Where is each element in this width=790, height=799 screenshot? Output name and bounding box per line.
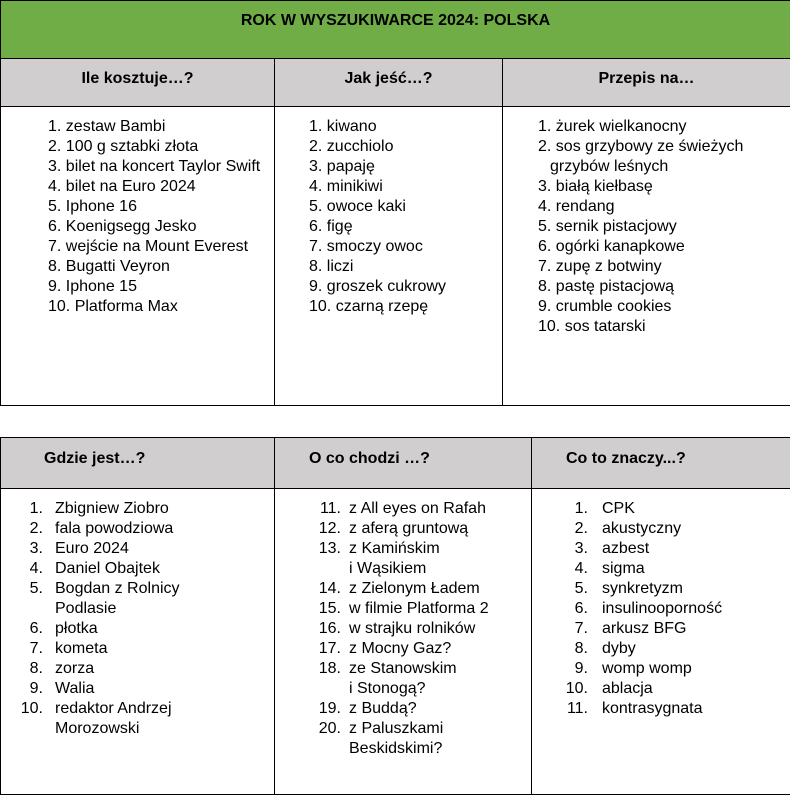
list-item-text [349, 659, 531, 699]
list-item [562, 619, 790, 639]
list-item: 10. czarną rzepę [309, 298, 429, 315]
list-cell-ile-kosztuje [1, 107, 275, 406]
list-item-text [602, 619, 790, 639]
list-item-number: 6. [574, 600, 588, 617]
list-item-number: 6. [29, 620, 43, 637]
list-item-line: kometa [55, 640, 108, 657]
list-item-text [55, 579, 274, 619]
list-item [17, 539, 274, 559]
list-item-line: synkretyzm [602, 580, 683, 597]
list-item: 1. kiwano [309, 118, 377, 135]
list-item: 8. liczi [309, 258, 354, 275]
list-item [562, 659, 790, 679]
list-item-line: z Paluszkami [349, 720, 444, 737]
list-item [313, 519, 531, 539]
list-item-text [602, 679, 790, 699]
list-item-number: 11. [319, 500, 341, 517]
list-item-text [349, 639, 531, 659]
list-item-text [349, 699, 531, 719]
list-item-line: z Mocny Gaz? [349, 640, 452, 657]
list-item-line: i Stonogą? [349, 680, 426, 697]
list-item [562, 519, 790, 539]
list-item-line: Euro 2024 [55, 540, 129, 557]
list-item [313, 719, 531, 759]
list-item [313, 539, 531, 579]
list-item: 2. 100 g sztabki złota [48, 138, 199, 155]
list-item [313, 639, 531, 659]
list-item-line: płotka [55, 620, 98, 637]
list-item-text [349, 619, 531, 639]
list-item-text [349, 539, 531, 579]
list-item: 9. groszek cukrowy [309, 278, 446, 295]
list-item-number: 4. [29, 560, 43, 577]
list-item-line: dyby [602, 640, 636, 657]
list-item [17, 659, 274, 679]
list-co-to-znaczy [532, 499, 790, 719]
list-item-line: z Kamińskim [349, 540, 440, 557]
list-item-line: Daniel Obajtek [55, 560, 160, 577]
list-item-line: sigma [602, 560, 645, 577]
list-item [17, 519, 274, 539]
list-item [313, 699, 531, 719]
list-item [313, 659, 531, 699]
list-item-line: CPK [602, 500, 635, 517]
list-item-text [602, 539, 790, 559]
list-item-line: Zbigniew Ziobro [55, 500, 169, 517]
list-item: 3. bilet na koncert Taylor Swift [48, 158, 261, 175]
list-item: 8. pastę pistacjową [538, 278, 675, 295]
list-item-text [55, 519, 274, 539]
header-ile-kosztuje: Ile kosztuje…? [1, 59, 275, 107]
list-item-number: 19. [318, 700, 341, 717]
list-item-number: 15. [318, 600, 341, 617]
list-item-text [349, 499, 531, 519]
list-item-line: zorza [55, 660, 95, 677]
list-o-co-chodzi [275, 499, 531, 759]
list-ile-kosztuje [1, 117, 274, 317]
list-item-line: z Buddą? [349, 700, 417, 717]
list-item-text [55, 499, 274, 519]
header-co-to-znaczy: Co to znaczy...? [532, 438, 790, 489]
list-item: 1. żurek wielkanocny [538, 118, 687, 135]
list-item [313, 579, 531, 599]
list-cell-przepis-na [503, 107, 790, 406]
list-item-line: w strajku rolników [349, 620, 476, 637]
list-item-line: akustyczny [602, 520, 682, 537]
list-item [17, 699, 274, 739]
list-item: 7. smoczy owoc [309, 238, 423, 255]
list-item-text [349, 719, 531, 759]
list-item-text [349, 599, 531, 619]
list-item-number: 1. [574, 500, 588, 517]
list-item-text [602, 639, 790, 659]
list-item-text [55, 619, 274, 639]
list-item-line: insulinooporność [602, 600, 723, 617]
list-item: 8. Bugatti Veyron [48, 258, 170, 275]
list-item [17, 499, 274, 519]
list-item [17, 619, 274, 639]
list-item-text [602, 579, 790, 599]
search-table-2 [0, 437, 790, 795]
list-item-line: Morozowski [55, 720, 140, 737]
list-cell-jak-jesc [275, 107, 503, 406]
list-item: 5. Iphone 16 [48, 198, 137, 215]
list-item-line: azbest [602, 540, 650, 557]
list-przepis-na [503, 117, 790, 337]
list-item: 6. figę [309, 218, 353, 235]
list-item [562, 699, 790, 719]
list-item-text [55, 659, 274, 679]
list-item: 2. sos grzybowy ze świeżych [538, 138, 744, 155]
list-item-line: redaktor Andrzej [55, 700, 172, 717]
list-item-text [602, 659, 790, 679]
list-item: 4. rendang [538, 198, 615, 215]
list-item-text [55, 639, 274, 659]
list-item-number: 2. [29, 520, 43, 537]
list-item-number: 10. [565, 680, 588, 697]
list-cell-o-co-chodzi [275, 489, 532, 795]
list-item-number: 10. [20, 700, 43, 717]
list-item-line: Podlasie [55, 600, 117, 617]
list-item [17, 559, 274, 579]
list-item [562, 559, 790, 579]
list-item-number: 5. [574, 580, 588, 597]
list-item [562, 639, 790, 659]
list-item-line: z All eyes on Rafah [349, 500, 486, 517]
list-item-number: 13. [318, 540, 341, 557]
list-item: 4. minikiwi [309, 178, 383, 195]
list-jak-jesc [275, 117, 502, 317]
list-item-line: Walia [55, 680, 95, 697]
list-item-line: arkusz BFG [602, 620, 687, 637]
list-item: 10. Platforma Max [48, 298, 178, 315]
list-item-text [602, 599, 790, 619]
list-item-number: 8. [29, 660, 43, 677]
list-item [313, 619, 531, 639]
list-item: 2. zucchiolo [309, 138, 394, 155]
list-item-line: w filmie Platforma 2 [349, 600, 489, 617]
list-item-number: 12. [318, 520, 341, 537]
list-item [562, 579, 790, 599]
list-item: 1. zestaw Bambi [48, 118, 166, 135]
list-item: 9. Iphone 15 [48, 278, 137, 295]
list-item-text [602, 499, 790, 519]
list-item-number: 3. [29, 540, 43, 557]
list-item-line: z aferą gruntową [349, 520, 469, 537]
list-item [562, 599, 790, 619]
list-item-number: 8. [574, 640, 588, 657]
list-item: 9. crumble cookies [538, 298, 672, 315]
list-item [17, 639, 274, 659]
list-item-number: 5. [29, 580, 43, 597]
list-item-line: z Zielonym Ładem [349, 580, 480, 597]
list-item: 4. bilet na Euro 2024 [48, 178, 196, 195]
list-item-text [602, 519, 790, 539]
list-item: 3. białą kiełbasę [538, 178, 653, 195]
list-item-number: 20. [318, 720, 341, 737]
list-item: 7. zupę z botwiny [538, 258, 662, 275]
list-item-line: ze Stanowskim [349, 660, 457, 677]
list-item-line: fala powodziowa [55, 520, 174, 537]
list-item: 6. ogórki kanapkowe [538, 238, 685, 255]
list-item-number: 16. [318, 620, 341, 637]
list-item-line: ablacja [602, 680, 653, 697]
list-item-number: 3. [574, 540, 588, 557]
list-item-number: 1. [29, 500, 43, 517]
list-item [562, 539, 790, 559]
list-item-line: kontrasygnata [602, 700, 703, 717]
page-title: ROK W WYSZUKIWARCE 2024: POLSKA [1, 1, 790, 59]
list-item-text [55, 699, 274, 739]
list-item-line: i Wąsikiem [349, 560, 427, 577]
list-item-line: Beskidskimi? [349, 740, 443, 757]
list-item-number: 9. [574, 660, 588, 677]
list-item [313, 499, 531, 519]
list-item-number: 14. [318, 580, 341, 597]
list-item-text [602, 559, 790, 579]
list-item-text [602, 699, 790, 719]
list-item-text [55, 539, 274, 559]
list-item: 5. sernik pistacjowy [538, 218, 677, 235]
list-item-number: 17. [318, 640, 341, 657]
header-jak-jesc: Jak jeść…? [275, 59, 503, 107]
header-przepis-na: Przepis na… [503, 59, 790, 107]
list-item [313, 599, 531, 619]
list-item-text [55, 559, 274, 579]
list-item-number: 2. [574, 520, 588, 537]
list-item-line: womp womp [602, 660, 692, 677]
list-item: 3. papaję [309, 158, 375, 175]
list-item-number: 7. [29, 640, 43, 657]
list-cell-co-to-znaczy [532, 489, 790, 795]
list-gdzie-jest [1, 499, 274, 739]
list-item [17, 679, 274, 699]
list-item-number: 11. [566, 700, 588, 717]
list-item: 5. owoce kaki [309, 198, 406, 215]
header-o-co-chodzi: O co chodzi …? [275, 438, 532, 489]
list-item-text [349, 579, 531, 599]
list-item: 6. Koenigsegg Jesko [48, 218, 197, 235]
header-gdzie-jest: Gdzie jest…? [1, 438, 275, 489]
list-item-number: 4. [574, 560, 588, 577]
list-item-text [55, 679, 274, 699]
list-item-number: 9. [29, 680, 43, 697]
list-item-line: Bogdan z Rolnicy [55, 580, 180, 597]
list-cell-gdzie-jest [1, 489, 275, 795]
list-item: 10. sos tatarski [538, 318, 646, 335]
list-item: 7. wejście na Mount Everest [48, 238, 249, 255]
list-item [17, 579, 274, 619]
list-item [562, 679, 790, 699]
list-item-number: 7. [574, 620, 588, 637]
list-item: grzybów leśnych [550, 158, 669, 175]
list-item-text [349, 519, 531, 539]
list-item-number: 18. [318, 660, 341, 677]
list-item [562, 499, 790, 519]
